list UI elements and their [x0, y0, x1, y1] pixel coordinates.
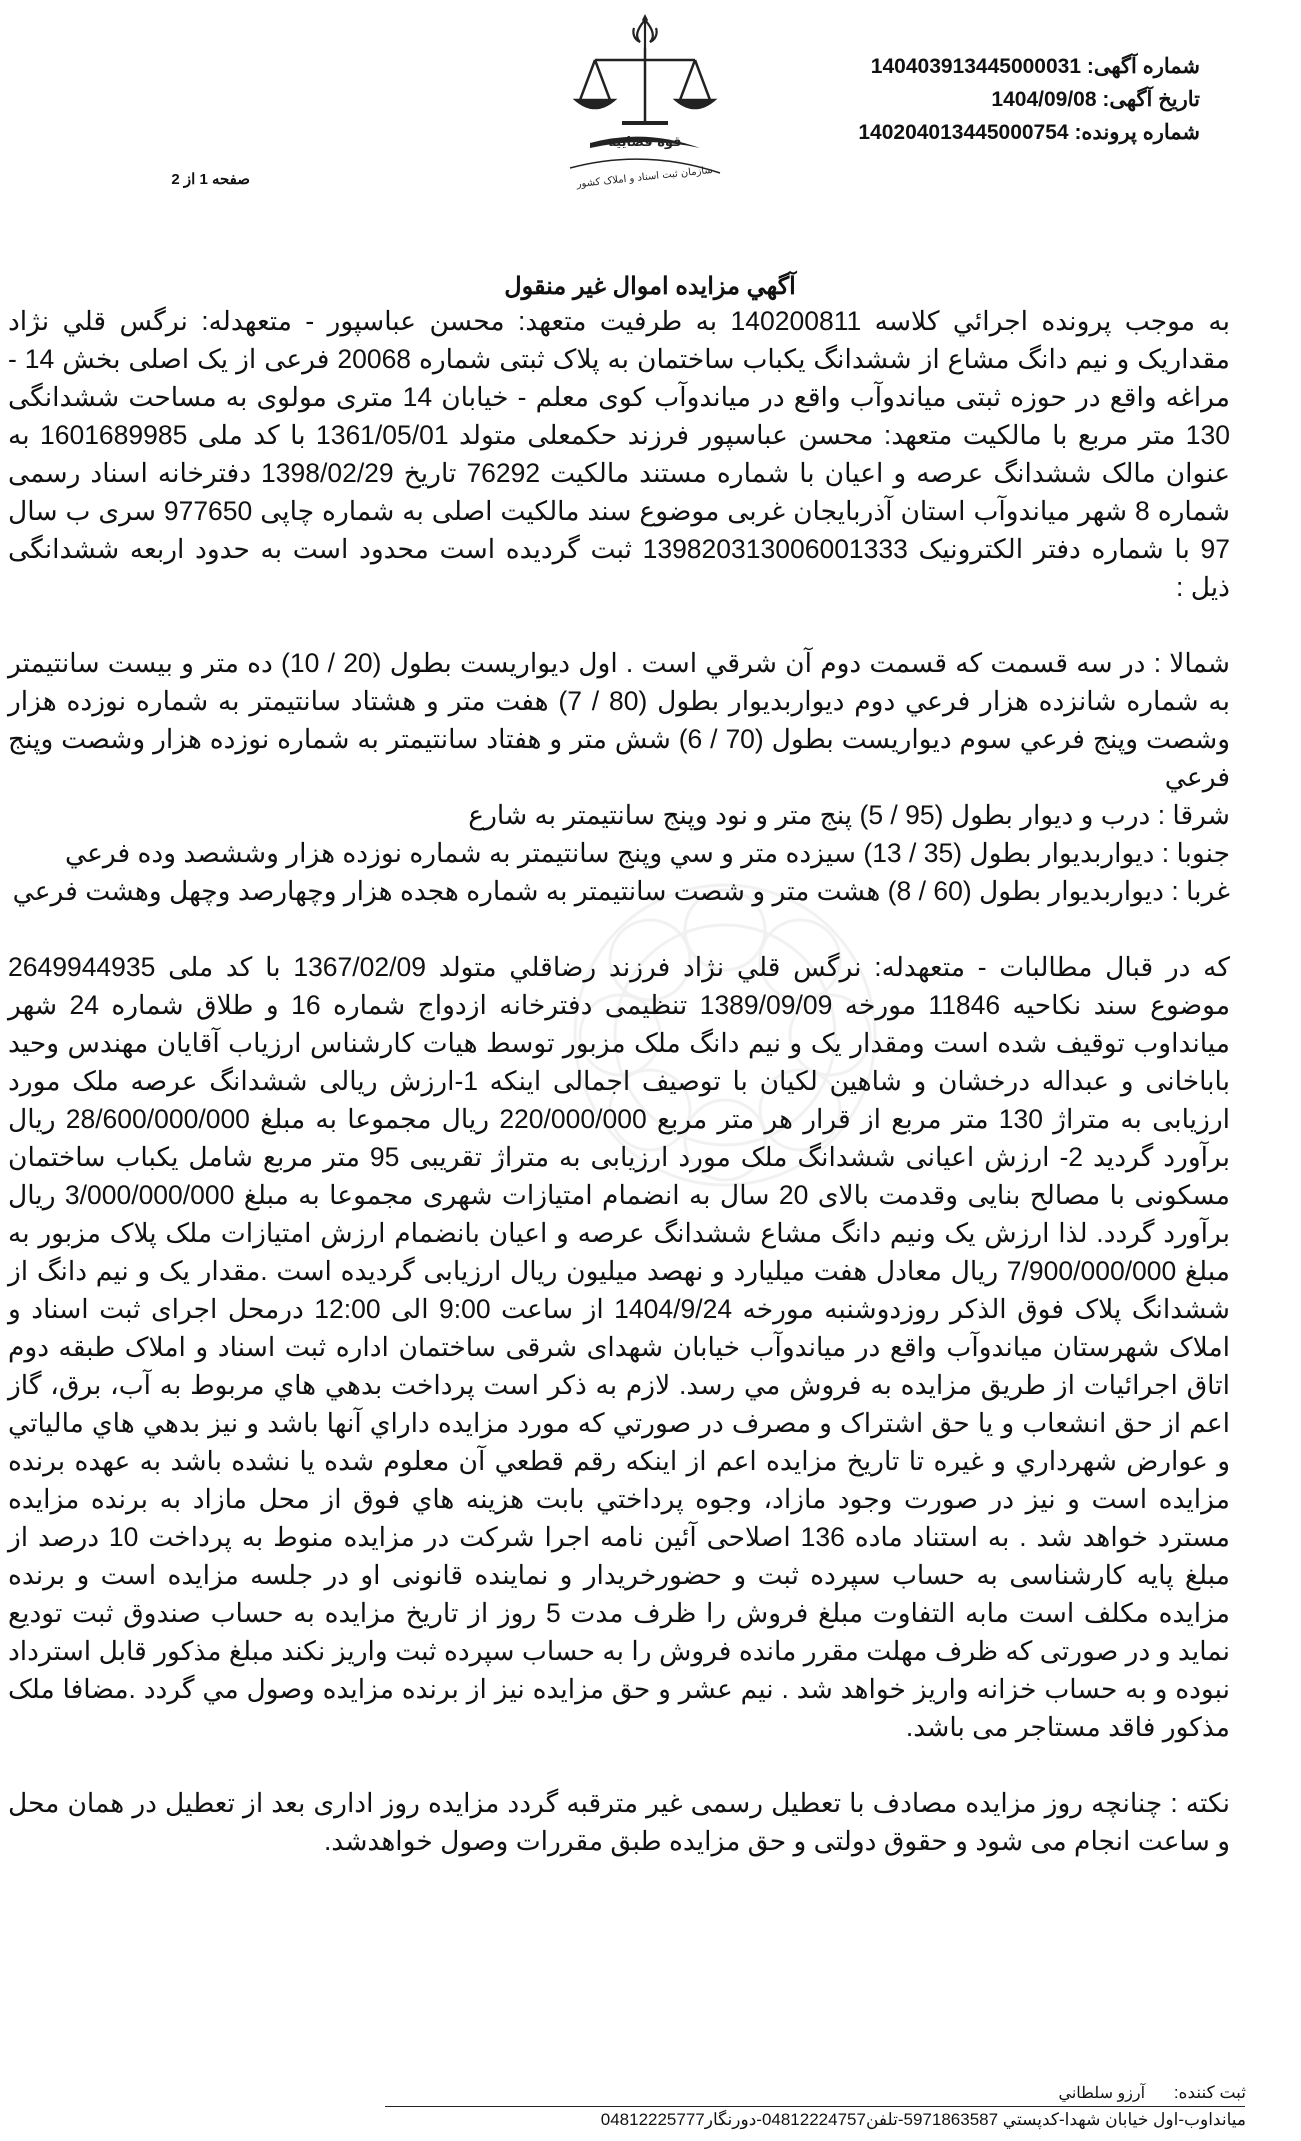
- case-number: 140204013445000754: [858, 121, 1069, 144]
- paragraph-spacer: [8, 1746, 1230, 1784]
- boundary-south: جنوبا : ديواربديوار بطول (35 / 13) سيزده متر و سي وپنج سانتيمتر به شماره نوزده هزار وششصد وده فرعي: [65, 838, 1230, 868]
- case-number-row: [800, 116, 1200, 149]
- intro-paragraph: به موجب پرونده اجرائي كلاسه 140200811 به طرفيت متعهد: محسن عباسپور - متعهدله: نرگس قلي نژاد مقداريک و نيم دانگ مشاع از ششدانگ يکباب ساختمان به پلاک ثبتی شماره 20068 فرعی از یک اصلی بخش 14 - مراغه واقع در حوزه ثبتی میاندوآب واقع در میاندوآب کوی معلم - خیابان 14 متری مولوی به مساحت ششدانگی 130 متر مربع با مالکیت متعهد: محسن عباسپور فرزند حکمعلی متولد 1361/05/01 با کد ملی 1601689985 به عنوان مالک ششدانگ عرصه و اعیان با شماره مستند مالکیت 76292 تاریخ 1398/02/29 دفترخانه اسناد رسمی شماره 8 شهر میاندوآب استان آذربایجان غربی موضوع سند مالکیت اصلی به شماره چاپی 977650 سری ب سال 97 با شماره دفتر الکترونیک 139820313006001333 ثبت گردیده است محدود است به حدود اربعه ششدانگی ذیل :: [8, 306, 1231, 602]
- main-paragraph: که در قبال مطالبات - متعهدله: نرگس قلي نژاد فرزند رضاقلي متولد 1367/02/09 با کد ملی 2649944935 موضوع سند نکاحیه 11846 مورخه 1389/09/09 تنظيمی دفترخانه ازدواج شماره 16 و طلاق شماره 24 شهر ميانداوب توقيف شده است ومقدار يک و نيم دانگ ملک مزبور توسط هيات كارشناس ارزیاب آقايان مهندس وحيد باباخانی و عبداله درخشان و شاهین لکیان با توصیف اجمالی اینکه 1-ارزش ریالی ششدانگ عرصه ملک مورد ارزیابی به متراژ 130 متر مربع از قرار هر متر مربع 220/000/000 ریال مجموعا به مبلغ 28/600/000/000 ریال برآورد گردید 2- ارزش اعیانی ششدانگ ملک مورد ارزیابی به متراژ تقریبی 95 متر مربع شامل یکباب ساختمان مسکونی با مصالح بنایی وقدمت بالای 20 سال به انضمام امتیازات شهری مجموعا به مبلغ 3/000/000/000 ریال برآورد گردد. لذا ارزش یک ونیم دانگ مشاع ششدانگ عرصه و اعیان بانضمام ارزش امتیازات ملک پلاک مزبور به مبلغ 7/900/000/000 ريال معادل هفت میلیارد و نهصد میلیون ریال ارزیابی گردیده است .مقدار يک و نيم دانگ از ششدانگ پلاک فوق الذکر روزدوشنبه مورخه 1404/9/24 از ساعت 9:00 الی 12:00 درمحل اجرای ثبت اسناد و املاک شهرستان میاندوآب واقع در میاندوآب خیابان شهدای شرقی ساختمان اداره ثبت اسناد و املاک طبقه دوم اتاق اجرائيات از طريق مزايده به فروش مي رسد. لازم به ذکر است پرداخت بدهي هاي مربوط به آب، برق، گاز اعم از حق انشعاب و يا حق اشتراک و مصرف در صورتي که مورد مزايده داراي آنها باشد و نيز بدهي هاي مالياتي و عوارض شهرداري و غيره تا تاريخ مزايده اعم از اينکه رقم قطعي آن معلوم شده يا نشده باشد به عهده برنده مزايده است و نيز در صورت وجود مازاد، وجوه پرداختي بابت هزينه هاي فوق از محل مازاد به برنده مزايده مسترد خواهد شد . به استناد ماده 136 اصلاحی آئین نامه اجرا شرکت در مزایده منوط به پرداخت 10 درصد از مبلغ پایه کارشناسی به حساب سپرده ثبت و حضورخریدار و نماینده قانونی او در جلسه مزایده است و برنده مزایده مکلف است مابه التفاوت مبلغ فروش را ظرف مدت 5 روز از تاریخ مزایده به حساب صندوق ثبت تودیع نماید و در صورتی که ظرف مهلت مقرر مانده فروش را به حساب سپرده ثبت واریز نکند مبلغ مذکور قابل استرداد نبوده و به حساب خزانه واریز خواهد شد . نیم عشر و حق مزایده نیز از برنده مزایده وصول مي گردد .مضافا ملک مذکور فاقد مستاجر می باشد.: [8, 952, 1231, 1742]
- logo-text-top: قوه قضاییه: [608, 135, 682, 150]
- ad-number-label: شماره آگهی:: [1086, 55, 1200, 78]
- case-number-label: شماره پرونده:: [1074, 121, 1200, 144]
- registrar-label: ثبت كننده:: [1173, 2083, 1246, 2102]
- boundary-north: شمالا : در سه قسمت که قسمت دوم آن شرقي است . اول ديواريست بطول (20 / 10) ده متر و بيست سانتيمتر به شماره شانزده هزار فرعي دوم ديواربديوار بطول (80 / 7) هفت متر و هشتاد سانتيمتر به شماره نوزده هزار وشصت وپنج فرعي سوم ديواريست بطول (70 / 6) شش متر و هفتاد سانتيمتر به شماره نوزده هزار وشصت وپنج فرعي: [8, 648, 1231, 792]
- ad-number-row: [800, 50, 1200, 83]
- boundary-east: شرقا : درب و ديوار بطول (95 / 5) پنج متر و نود وپنج سانتيمتر به شارع: [468, 800, 1230, 830]
- note-paragraph: نکته : چنانچه روز مزایده مصادف با تعطیل رسمی غیر مترقبه گردد مزایده روز اداری بعد از تعطیل در همان محل و ساعت انجام می شود و حقوق دولتی و حق مزایده طبق مقررات وصول خواهدشد.: [8, 1788, 1230, 1856]
- office-address: ميانداوب-اول خيابان شهدا-كدپستي 5971863587-تلفن04812224757-دورنگار04812225777: [600, 2110, 1246, 2129]
- logo-text-bottom: سازمان ثبت اسناد و املاک کشور: [576, 164, 714, 191]
- registrar-name: آرزو سلطاني: [1058, 2085, 1146, 2102]
- page-title: آگهي مزايده اموال غير منقول: [504, 273, 796, 300]
- judiciary-logo: [560, 8, 730, 193]
- registrar-line: [646, 2083, 1246, 2103]
- footer-divider: [385, 2106, 1245, 2107]
- notice-body: [8, 302, 1230, 1860]
- ad-date: 1404/09/08: [991, 88, 1097, 111]
- ad-date-row: [800, 83, 1200, 116]
- ad-number: 140403913445000031: [870, 55, 1082, 78]
- boundary-west: غربا : ديواربديوار بطول (60 / 8) هشت متر و شصت سانتيمتر به شماره هجده هزار وچهارصد وچهل وهشت فرعي: [12, 876, 1230, 906]
- notice-metadata: [800, 50, 1200, 149]
- ad-date-label: تاریخ آگهی:: [1102, 88, 1200, 111]
- paragraph-spacer: [8, 606, 1230, 644]
- page-indicator: صفحه 1 از 2: [171, 171, 250, 188]
- paragraph-spacer: [8, 910, 1230, 948]
